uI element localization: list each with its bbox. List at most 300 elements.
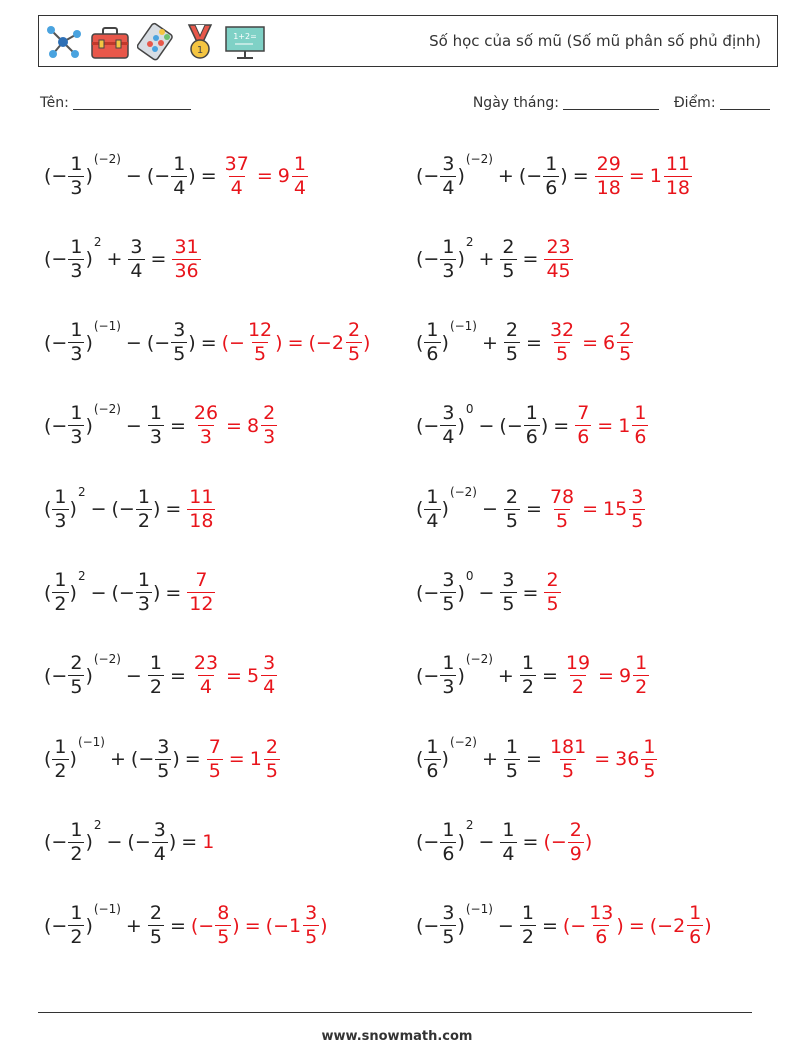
numerator: 1: [70, 902, 83, 925]
minus-sign: −: [423, 165, 440, 187]
math-text: 1: [202, 831, 215, 854]
exponent: 2: [465, 818, 474, 833]
fraction: [440, 235, 456, 282]
equals-sign: =: [184, 748, 201, 771]
fraction: [440, 152, 456, 199]
parenthesis: ): [168, 831, 177, 854]
parenthesis: ): [152, 581, 161, 604]
operator: −: [478, 414, 495, 437]
page-title: Số học của số mũ (Số mũ phân số phủ định): [429, 32, 761, 50]
denominator: 5: [505, 343, 519, 366]
numerator: 29: [596, 152, 621, 175]
parenthesis: ): [85, 331, 93, 354]
date-label: Ngày tháng:: [472, 95, 559, 111]
numerator: 1: [54, 735, 67, 758]
numerator: 1: [442, 818, 455, 841]
fraction: [504, 735, 520, 782]
denominator: 5: [502, 259, 515, 282]
answer: [186, 485, 216, 532]
equals-sign: =: [582, 331, 599, 354]
problem-17: [44, 812, 214, 872]
parenthesis: ): [85, 914, 93, 937]
fraction: [52, 735, 68, 782]
minus-sign: −: [138, 748, 155, 771]
numerator: 31: [174, 235, 199, 258]
numerator: 13: [589, 902, 614, 925]
numerator: 1: [149, 652, 162, 675]
numerator: 1: [137, 569, 150, 591]
numerator: 2: [502, 235, 515, 258]
fraction: [68, 321, 84, 364]
parenthesis: (: [416, 331, 424, 354]
numerator: 7: [195, 569, 208, 591]
numerator: 3: [173, 319, 186, 342]
exponent: 0: [465, 568, 474, 583]
parenthesis: ): [69, 581, 77, 604]
answer: [171, 235, 201, 282]
denominator: 5: [173, 343, 186, 366]
minus-sign: −: [526, 165, 543, 187]
denominator: 2: [149, 676, 162, 699]
fraction: [520, 904, 536, 947]
numerator: 19: [565, 652, 591, 675]
parenthesis: ): [85, 664, 93, 687]
operator: −: [90, 581, 107, 604]
parenthesis: ): [152, 498, 161, 521]
equals-sign: =: [169, 664, 186, 687]
parenthesis: (: [308, 331, 316, 354]
denominator: 6: [634, 426, 647, 449]
fraction: [548, 735, 588, 782]
numerator: 1: [426, 319, 439, 342]
answer: [547, 735, 658, 782]
denominator: 5: [70, 676, 83, 699]
fraction: [187, 485, 215, 532]
fraction: [148, 404, 164, 447]
denominator: 12: [189, 593, 214, 615]
parenthesis: ): [616, 914, 624, 937]
denominator: 5: [265, 759, 278, 782]
denominator: 18: [189, 509, 214, 532]
parenthesis: (: [44, 331, 52, 354]
denominator: 3: [70, 343, 83, 366]
exponent: (−2): [93, 152, 121, 166]
parenthesis: (: [416, 831, 424, 854]
denominator: 3: [70, 426, 83, 449]
operator: +: [482, 331, 498, 354]
denominator: 4: [230, 176, 243, 199]
operator: +: [125, 914, 142, 937]
operator: +: [497, 165, 514, 187]
problem-20: [416, 896, 712, 956]
parenthesis: ): [457, 581, 465, 604]
parenthesis: ): [584, 831, 593, 854]
answer: [191, 904, 328, 947]
minus-sign: −: [51, 831, 68, 854]
parenthesis: ): [457, 248, 465, 271]
fraction: [587, 904, 615, 947]
equals-sign: =: [628, 165, 645, 187]
exponent: 2: [93, 818, 102, 833]
fraction: [687, 904, 703, 947]
minus-sign: −: [118, 581, 135, 604]
minus-sign: −: [506, 414, 523, 437]
operator: −: [125, 165, 142, 187]
operator: −: [90, 498, 107, 521]
minus-sign: −: [423, 914, 440, 937]
molecule-icon: [43, 22, 83, 62]
denominator: 6: [426, 759, 439, 782]
exponent: 2: [77, 485, 86, 500]
fraction: [207, 735, 223, 782]
exponent: (−1): [93, 318, 121, 333]
parenthesis: (: [416, 748, 424, 771]
denominator: 45: [546, 259, 571, 282]
denominator: 5: [502, 593, 515, 615]
parenthesis: (: [416, 914, 424, 937]
denominator: 6: [426, 343, 439, 366]
minus-sign: −: [51, 914, 68, 937]
fraction: [500, 571, 516, 614]
fraction: [261, 404, 277, 447]
svg-text:1: 1: [196, 45, 204, 56]
minus-sign: −: [154, 331, 171, 354]
answer: [594, 152, 693, 199]
fraction: [543, 152, 559, 199]
numerator: 12: [247, 319, 273, 342]
answer: [202, 831, 214, 853]
exponent: (−2): [465, 152, 493, 166]
numerator: 1: [54, 569, 67, 591]
minus-sign: −: [51, 331, 68, 354]
numerator: 1: [426, 485, 439, 508]
parenthesis: (: [190, 914, 199, 937]
numerator: 1: [635, 652, 648, 675]
parenthesis: ): [540, 414, 549, 437]
answer: [191, 404, 278, 447]
denominator: 2: [571, 676, 584, 699]
parenthesis: (: [499, 414, 507, 437]
parenthesis: (: [44, 914, 52, 937]
date-score-fields: [473, 95, 770, 111]
numerator: 1: [689, 902, 702, 925]
denominator: 4: [130, 259, 143, 282]
parenthesis: ): [457, 414, 465, 437]
denominator: 4: [442, 426, 455, 449]
parenthesis: ): [232, 914, 240, 937]
toolbox-icon: [89, 22, 131, 62]
operator: +: [478, 248, 495, 271]
numerator: 8: [217, 902, 230, 925]
fraction: [192, 654, 220, 697]
fraction: [52, 571, 68, 614]
parenthesis: ): [188, 165, 196, 187]
fraction: [504, 321, 520, 364]
fraction: [155, 735, 171, 782]
parenthesis: (: [146, 165, 155, 187]
answer: [543, 818, 593, 865]
numerator: 1: [426, 735, 439, 758]
parenthesis: ): [457, 664, 465, 687]
equals-sign: =: [169, 414, 186, 437]
denominator: 3: [137, 593, 150, 615]
problem-5: [44, 313, 370, 373]
name-blank[interactable]: [73, 95, 191, 110]
score-blank[interactable]: [720, 95, 770, 110]
fraction: [128, 235, 144, 282]
numerator: 1: [70, 818, 83, 841]
equals-sign: =: [526, 331, 542, 354]
denominator: 4: [153, 842, 166, 865]
numerator: 3: [153, 818, 166, 841]
denominator: 5: [347, 343, 361, 366]
denominator: 5: [555, 509, 569, 532]
exponent: (−1): [77, 735, 105, 750]
numerator: 3: [305, 902, 318, 925]
mixed-whole-part: 1: [649, 165, 662, 187]
equals-sign: =: [181, 831, 198, 854]
denominator: 5: [505, 759, 519, 782]
equals-sign: =: [541, 664, 558, 687]
header-box: [38, 15, 778, 67]
parenthesis: (: [44, 248, 52, 271]
denominator: 5: [149, 926, 162, 949]
fraction: [292, 152, 308, 199]
numerator: 2: [505, 485, 519, 508]
parenthesis: (: [221, 331, 230, 354]
medal-icon: [183, 22, 217, 62]
equals-sign: =: [582, 498, 599, 521]
parenthesis: (: [44, 414, 52, 437]
denominator: 5: [157, 759, 170, 782]
denominator: 5: [643, 759, 656, 782]
problem-7: [44, 396, 278, 456]
numerator: 1: [70, 319, 83, 342]
fraction: [424, 485, 440, 532]
numerator: 23: [193, 652, 219, 675]
minus-sign: −: [423, 831, 440, 854]
answer: [206, 735, 281, 782]
numerator: 1: [442, 235, 455, 258]
mixed-whole-part: 5: [246, 664, 260, 687]
numerator: 1: [173, 152, 186, 175]
numerator: 181: [549, 735, 587, 758]
denominator: 5: [562, 759, 575, 782]
denominator: 3: [70, 259, 83, 282]
numerator: 7: [577, 402, 590, 425]
denominator: 4: [293, 176, 306, 199]
fraction: [68, 904, 84, 947]
parenthesis: ): [363, 331, 371, 354]
equals-sign: =: [200, 331, 217, 354]
denominator: 5: [442, 926, 455, 949]
equals-sign: =: [200, 165, 217, 187]
numerator: 26: [193, 402, 219, 425]
parenthesis: ): [441, 331, 449, 354]
equals-sign: =: [228, 748, 245, 771]
parenthesis: (: [416, 165, 424, 187]
denominator: 6: [595, 926, 608, 949]
equals-sign: =: [226, 664, 242, 687]
fraction: [564, 654, 592, 697]
numerator: 1: [293, 152, 306, 175]
denominator: 3: [70, 176, 83, 199]
denominator: 2: [54, 593, 67, 615]
parenthesis: (: [416, 414, 424, 437]
numerator: 1: [521, 902, 534, 925]
operator: +: [110, 748, 126, 771]
denominator: 9: [569, 842, 582, 865]
equals-sign: =: [522, 831, 539, 854]
parenthesis: ): [457, 165, 465, 187]
numerator: 3: [157, 735, 170, 758]
parenthesis: (: [416, 248, 424, 271]
denominator: 2: [521, 926, 534, 949]
numerator: 11: [189, 485, 214, 508]
numerator: 1: [149, 402, 162, 425]
parenthesis: (: [416, 498, 424, 521]
parenthesis: (: [416, 581, 424, 604]
parenthesis: ): [172, 748, 180, 771]
equals-sign: =: [594, 748, 611, 771]
denominator: 2: [70, 842, 83, 865]
numerator: 3: [263, 652, 276, 675]
operator: −: [478, 581, 495, 604]
numerator: 2: [347, 319, 361, 342]
mixed-whole-part: 9: [277, 165, 290, 187]
numerator: 1: [70, 235, 83, 258]
fraction: [215, 904, 231, 947]
fraction: [548, 485, 576, 532]
equals-sign: =: [150, 248, 167, 271]
chalkboard-icon: [223, 22, 267, 62]
denominator: 18: [665, 176, 691, 199]
parenthesis: (: [416, 664, 424, 687]
score-label: Điểm:: [673, 95, 716, 111]
minus-sign: −: [118, 498, 135, 521]
equals-sign: =: [226, 414, 242, 437]
equals-sign: =: [553, 414, 570, 437]
fraction: [192, 404, 220, 447]
equals-sign: =: [522, 581, 539, 604]
numerator: 2: [70, 652, 83, 675]
answer: [543, 571, 561, 614]
mixed-whole-part: 1: [249, 748, 262, 771]
equals-sign: =: [598, 664, 614, 687]
denominator: 3: [442, 259, 455, 282]
denominator: 3: [263, 426, 276, 449]
numerator: 11: [665, 152, 691, 175]
minus-sign: −: [657, 914, 674, 937]
answer: [574, 404, 649, 447]
equals-sign: =: [628, 914, 645, 937]
numerator: 7: [208, 735, 221, 758]
operator: −: [497, 914, 514, 937]
operator: −: [125, 664, 142, 687]
denominator: 36: [174, 259, 199, 282]
minus-sign: −: [51, 664, 68, 687]
denominator: 5: [631, 509, 644, 532]
answer: [222, 152, 309, 199]
fraction: [664, 152, 692, 199]
numerator: 1: [525, 402, 538, 425]
numerator: 1: [70, 402, 83, 425]
fraction: [172, 235, 200, 282]
pill-pack-icon: [137, 22, 177, 62]
parenthesis: (: [111, 498, 119, 521]
svg-text:1+2=: 1+2=: [233, 32, 257, 41]
parenthesis: ): [320, 914, 328, 937]
problem-18: [416, 812, 592, 872]
date-blank[interactable]: [563, 95, 659, 110]
problem-10: [416, 479, 646, 539]
equals-sign: =: [165, 498, 182, 521]
fraction: [148, 904, 164, 947]
operator: +: [106, 248, 123, 271]
denominator: 4: [426, 509, 439, 532]
fraction: [152, 818, 168, 865]
parenthesis: ): [560, 165, 568, 187]
operator: −: [106, 831, 123, 854]
numerator: 3: [130, 235, 143, 258]
fraction: [632, 404, 648, 447]
minus-sign: −: [550, 831, 567, 854]
parenthesis: ): [69, 498, 77, 521]
denominator: 4: [263, 676, 276, 699]
mixed-whole-part: 1: [618, 414, 631, 437]
denominator: 2: [635, 676, 648, 699]
denominator: 5: [208, 759, 221, 782]
fraction: [440, 404, 456, 447]
fraction: [440, 818, 456, 865]
numerator: 32: [549, 319, 575, 342]
fraction: [504, 485, 520, 532]
equals-sign: =: [169, 914, 186, 937]
mixed-whole-part: 36: [615, 748, 640, 771]
fraction: [575, 404, 591, 447]
denominator: 4: [442, 176, 455, 199]
problem-16: [416, 729, 658, 789]
parenthesis: (: [562, 914, 571, 937]
fraction: [633, 654, 649, 697]
fraction: [261, 654, 277, 697]
problem-8: [416, 396, 649, 456]
footer-site: www.snowmath.com: [321, 1029, 473, 1044]
fraction: [223, 152, 251, 199]
fraction: [68, 654, 84, 697]
answer: [547, 321, 634, 364]
operator: −: [478, 831, 495, 854]
fraction: [520, 654, 536, 697]
minus-sign: −: [423, 414, 440, 437]
denominator: 6: [442, 842, 455, 865]
problem-14: [416, 646, 650, 706]
answer: [222, 321, 371, 364]
exponent: 2: [77, 568, 86, 583]
minus-sign: −: [315, 331, 332, 354]
denominator: 5: [555, 343, 569, 366]
problem-15: [44, 729, 281, 789]
fraction: [246, 321, 274, 364]
numerator: 1: [502, 818, 515, 841]
numerator: 2: [265, 735, 278, 758]
denominator: 2: [70, 926, 83, 949]
numerator: 2: [619, 319, 632, 342]
denominator: 3: [199, 426, 212, 449]
minus-sign: −: [570, 914, 587, 937]
denominator: 5: [546, 593, 559, 615]
answer: [186, 571, 216, 614]
